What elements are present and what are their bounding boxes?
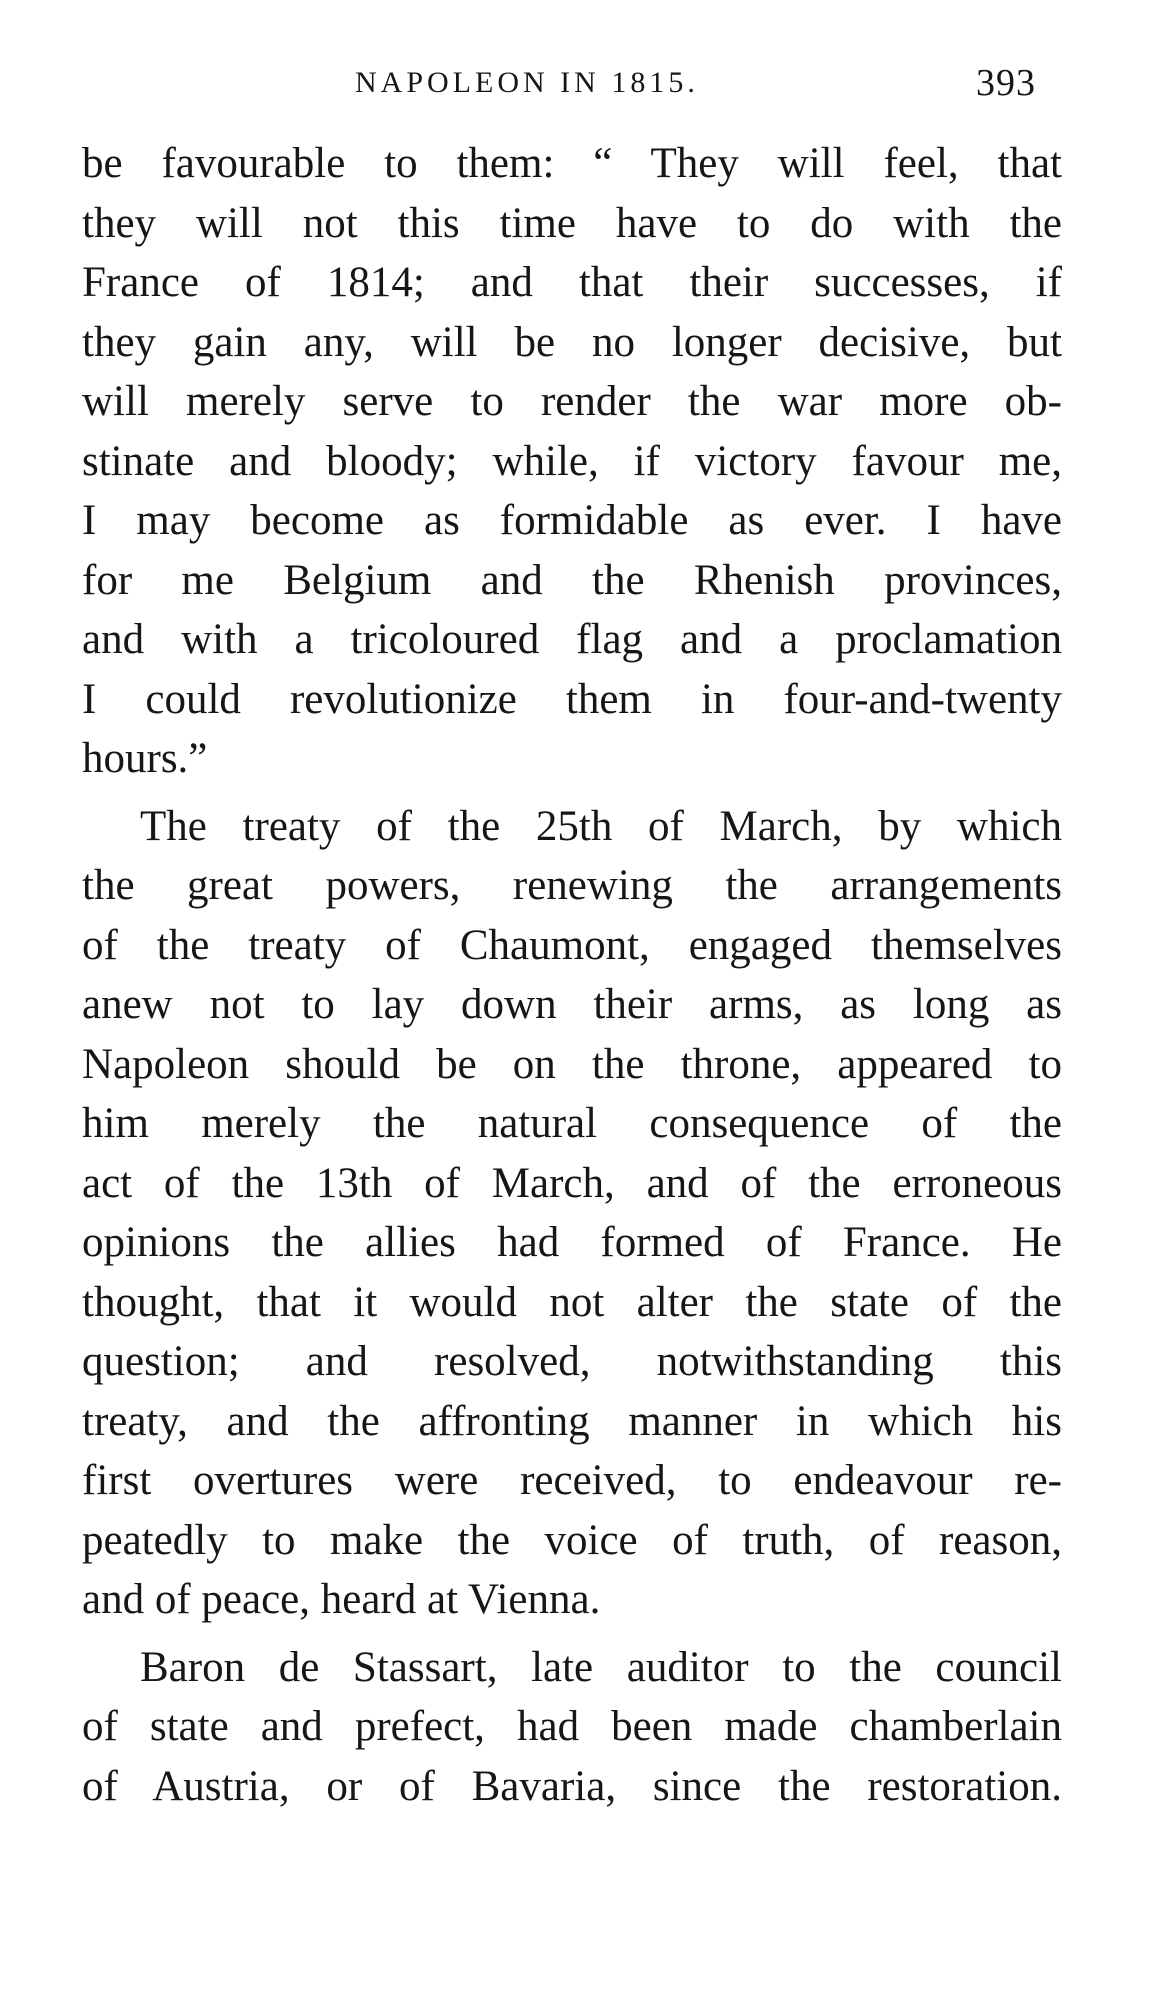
- text-line: will merely serve to render the war more ob-: [82, 378, 1062, 425]
- text-line: The treaty of the 25th of March, by which: [140, 802, 1062, 850]
- body-text: [82, 134, 1062, 1816]
- text-line: the great powers, renewing the arrangements: [82, 862, 1062, 909]
- page-number: 393: [976, 62, 1036, 104]
- text-line: peatedly to make the voice of truth, of reason,: [82, 1516, 1062, 1564]
- text-line: of state and prefect, had been made chamberlain: [82, 1703, 1062, 1750]
- text-line: I could revolutionize them in four-and-twenty: [82, 675, 1062, 723]
- running-title: NAPOLEON IN 1815.: [355, 66, 699, 99]
- text-line: of the treaty of Chaumont, engaged themselves: [82, 921, 1062, 969]
- text-line: they will not this time have to do with the: [82, 199, 1062, 247]
- text-line: be favourable to them: “ They will feel, that: [82, 140, 1062, 187]
- text-line: France of 1814; and that their successes, if: [82, 259, 1062, 306]
- text-line: thought, that it would not alter the state of the: [82, 1278, 1062, 1326]
- text-line: Napoleon should be on the throne, appeared to: [82, 1040, 1062, 1088]
- text-line: him merely the natural consequence of the: [82, 1100, 1062, 1147]
- text-line: question; and resolved, notwithstanding this: [82, 1338, 1062, 1385]
- text-line: treaty, and the affronting manner in which his: [82, 1397, 1062, 1445]
- text-line: first overtures were received, to endeavour re-: [82, 1457, 1062, 1504]
- text-line: stinate and bloody; while, if victory favour me,: [82, 437, 1062, 485]
- paragraph-2: [82, 797, 1062, 1630]
- text-line: anew not to lay down their arms, as long as: [82, 981, 1062, 1028]
- text-line: I may become as formidable as ever. I have: [82, 497, 1062, 544]
- text-line: act of the 13th of March, and of the erroneous: [82, 1159, 1062, 1207]
- paragraph-3: [82, 1638, 1062, 1817]
- text-line: opinions the allies had formed of France. He: [82, 1219, 1062, 1266]
- running-head: [0, 58, 1149, 108]
- text-line: and of peace, heard at Vienna.: [82, 1576, 601, 1623]
- text-line: hours.”: [82, 735, 208, 782]
- text-line: for me Belgium and the Rhenish provinces,: [82, 556, 1062, 604]
- text-line: they gain any, will be no longer decisive, but: [82, 318, 1062, 366]
- paragraph-1: [82, 134, 1062, 789]
- text-line: of Austria, or of Bavaria, since the restoration.: [82, 1762, 1062, 1810]
- text-line: and with a tricoloured flag and a proclamation: [82, 616, 1062, 663]
- text-line: Baron de Stassart, late auditor to the council: [140, 1643, 1062, 1691]
